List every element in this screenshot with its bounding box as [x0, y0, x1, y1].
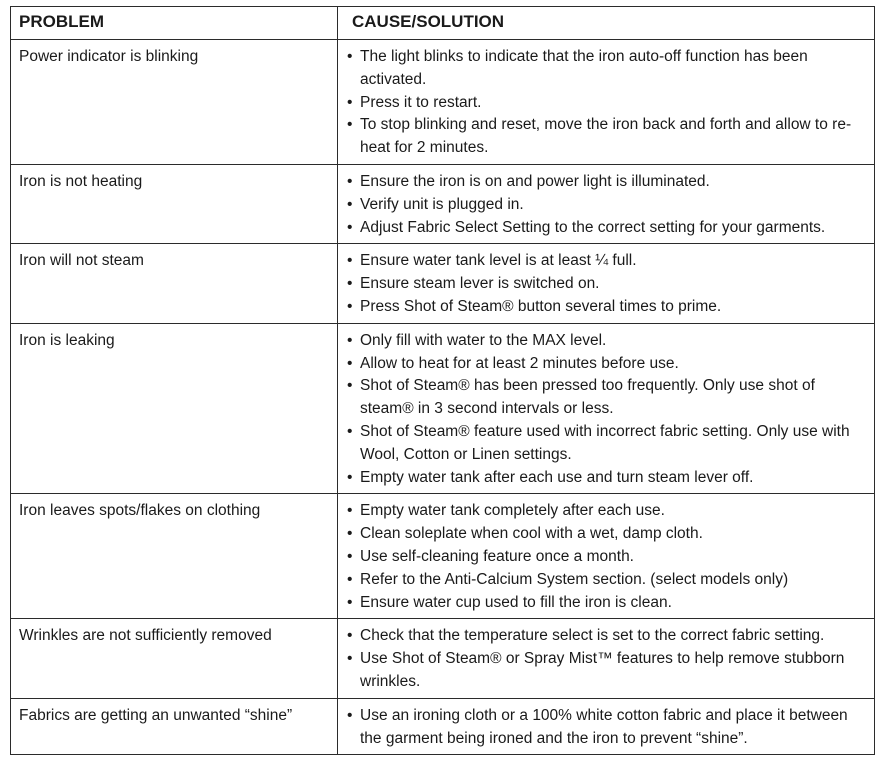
- solution-item: [346, 194, 870, 217]
- solution-item: [346, 592, 870, 615]
- solution-text: Empty water tank after each use and turn steam lever off.: [360, 468, 754, 486]
- problem-cell: Iron is leaking: [11, 323, 338, 494]
- bullet-icon: •: [347, 331, 353, 349]
- problem-cell: Iron leaves spots/flakes on clothing: [11, 494, 338, 619]
- bullet-icon: •: [347, 547, 353, 565]
- solution-text: Press it to restart.: [360, 93, 482, 111]
- solution-item: [346, 171, 870, 194]
- bullet-icon: •: [347, 422, 353, 440]
- bullet-icon: •: [347, 650, 353, 668]
- solution-list: [346, 330, 870, 490]
- solution-text: Ensure the iron is on and power light is illuminated.: [360, 172, 710, 190]
- table-row: [11, 619, 875, 698]
- bullet-icon: •: [347, 502, 353, 520]
- solution-item: [346, 92, 870, 115]
- bullet-icon: •: [347, 48, 353, 65]
- problem-cell: Iron is not heating: [11, 164, 338, 243]
- bullet-icon: •: [347, 627, 353, 645]
- table-row: [11, 323, 875, 494]
- solution-text: Empty water tank completely after each use.: [360, 502, 665, 520]
- solution-item: [346, 330, 870, 353]
- solution-list: [346, 500, 870, 614]
- solution-text: Clean soleplate when cool with a wet, damp cloth.: [360, 525, 703, 543]
- bullet-icon: •: [347, 252, 353, 270]
- solution-text: Use self-cleaning feature once a month.: [360, 547, 634, 565]
- solution-text: Use Shot of Steam® or Spray Mist™ features to help remove stubborn wrinkles.: [360, 650, 845, 690]
- bullet-icon: •: [347, 593, 353, 611]
- problem-cell: Wrinkles are not sufficiently removed: [11, 619, 338, 698]
- solution-column-header: CAUSE/SOLUTION: [338, 7, 875, 40]
- bullet-icon: •: [347, 354, 353, 372]
- solution-item: [346, 625, 870, 648]
- bullet-icon: •: [347, 275, 353, 293]
- solution-item: [346, 46, 870, 92]
- solution-item: [346, 569, 870, 592]
- bullet-icon: •: [347, 570, 353, 588]
- solution-item: [346, 705, 870, 751]
- bullet-icon: •: [347, 377, 353, 395]
- solution-item: [346, 375, 870, 421]
- solution-cell: [338, 244, 875, 323]
- solution-item: [346, 421, 870, 467]
- solution-text: Ensure steam lever is switched on.: [360, 275, 600, 293]
- table-row: [11, 244, 875, 323]
- solution-text: Check that the temperature select is set to the correct fabric setting.: [360, 627, 825, 645]
- solution-cell: [338, 164, 875, 243]
- bullet-icon: •: [347, 116, 353, 134]
- solution-text: Adjust Fabric Select Setting to the correct setting for your garments.: [360, 218, 826, 236]
- bullet-icon: •: [347, 93, 353, 111]
- solution-item: [346, 648, 870, 694]
- solution-list: [346, 171, 870, 239]
- solution-text: Press Shot of Steam® button several times to prime.: [360, 297, 722, 315]
- bullet-icon: •: [347, 525, 353, 543]
- table-header-row: [11, 7, 875, 40]
- solution-item: [346, 250, 870, 273]
- solution-item: [346, 217, 870, 240]
- solution-item: [346, 500, 870, 523]
- solution-text: To stop blinking and reset, move the iron back and forth and allow to re-heat for 2 minutes.: [360, 116, 852, 157]
- bullet-icon: •: [347, 218, 353, 236]
- bullet-icon: •: [347, 195, 353, 213]
- solution-text: The light blinks to indicate that the iron auto-off function has been activated.: [360, 48, 808, 88]
- solution-cell: [338, 494, 875, 619]
- solution-cell: [338, 40, 875, 165]
- problem-cell: Fabrics are getting an unwanted “shine”: [11, 698, 338, 755]
- troubleshooting-table: [10, 6, 875, 755]
- solution-text: Use an ironing cloth or a 100% white cotton fabric and place it between the garment being ironed and the iron to prevent “shine”.: [360, 706, 848, 747]
- bullet-icon: •: [347, 706, 353, 724]
- solution-cell: [338, 698, 875, 755]
- solution-text: Only fill with water to the MAX level.: [360, 331, 607, 349]
- bullet-icon: •: [347, 172, 353, 190]
- solution-item: [346, 467, 870, 490]
- solution-text: Allow to heat for at least 2 minutes before use.: [360, 354, 679, 372]
- solution-text: Verify unit is plugged in.: [360, 195, 524, 213]
- solution-item: [346, 546, 870, 569]
- solution-text: Shot of Steam® has been pressed too frequently. Only use shot of steam® in 3 second intervals or less.: [360, 377, 815, 418]
- table-row: [11, 698, 875, 755]
- solution-cell: [338, 323, 875, 494]
- problem-column-header: PROBLEM: [11, 7, 338, 40]
- solution-item: [346, 273, 870, 296]
- solution-text: Shot of Steam® feature used with incorrect fabric setting. Only use with Wool, Cotton or Linen settings.: [360, 422, 850, 463]
- solution-list: [346, 250, 870, 318]
- solution-list: [346, 705, 870, 751]
- solution-item: [346, 523, 870, 546]
- solution-item: [346, 114, 870, 160]
- table-body: [11, 40, 875, 755]
- solution-list: [346, 46, 870, 160]
- solution-text: Ensure water tank level is at least ¼ full.: [360, 252, 637, 270]
- table-row: [11, 164, 875, 243]
- solution-text: Refer to the Anti-Calcium System section. (select models only): [360, 570, 789, 588]
- table-row: [11, 40, 875, 165]
- solution-list: [346, 625, 870, 693]
- problem-cell: Iron will not steam: [11, 244, 338, 323]
- solution-cell: [338, 619, 875, 698]
- bullet-icon: •: [347, 297, 353, 315]
- problem-cell: Power indicator is blinking: [11, 40, 338, 165]
- solution-item: [346, 353, 870, 376]
- solution-text: Ensure water cup used to fill the iron is clean.: [360, 593, 672, 611]
- bullet-icon: •: [347, 468, 353, 486]
- table-row: [11, 494, 875, 619]
- solution-item: [346, 296, 870, 319]
